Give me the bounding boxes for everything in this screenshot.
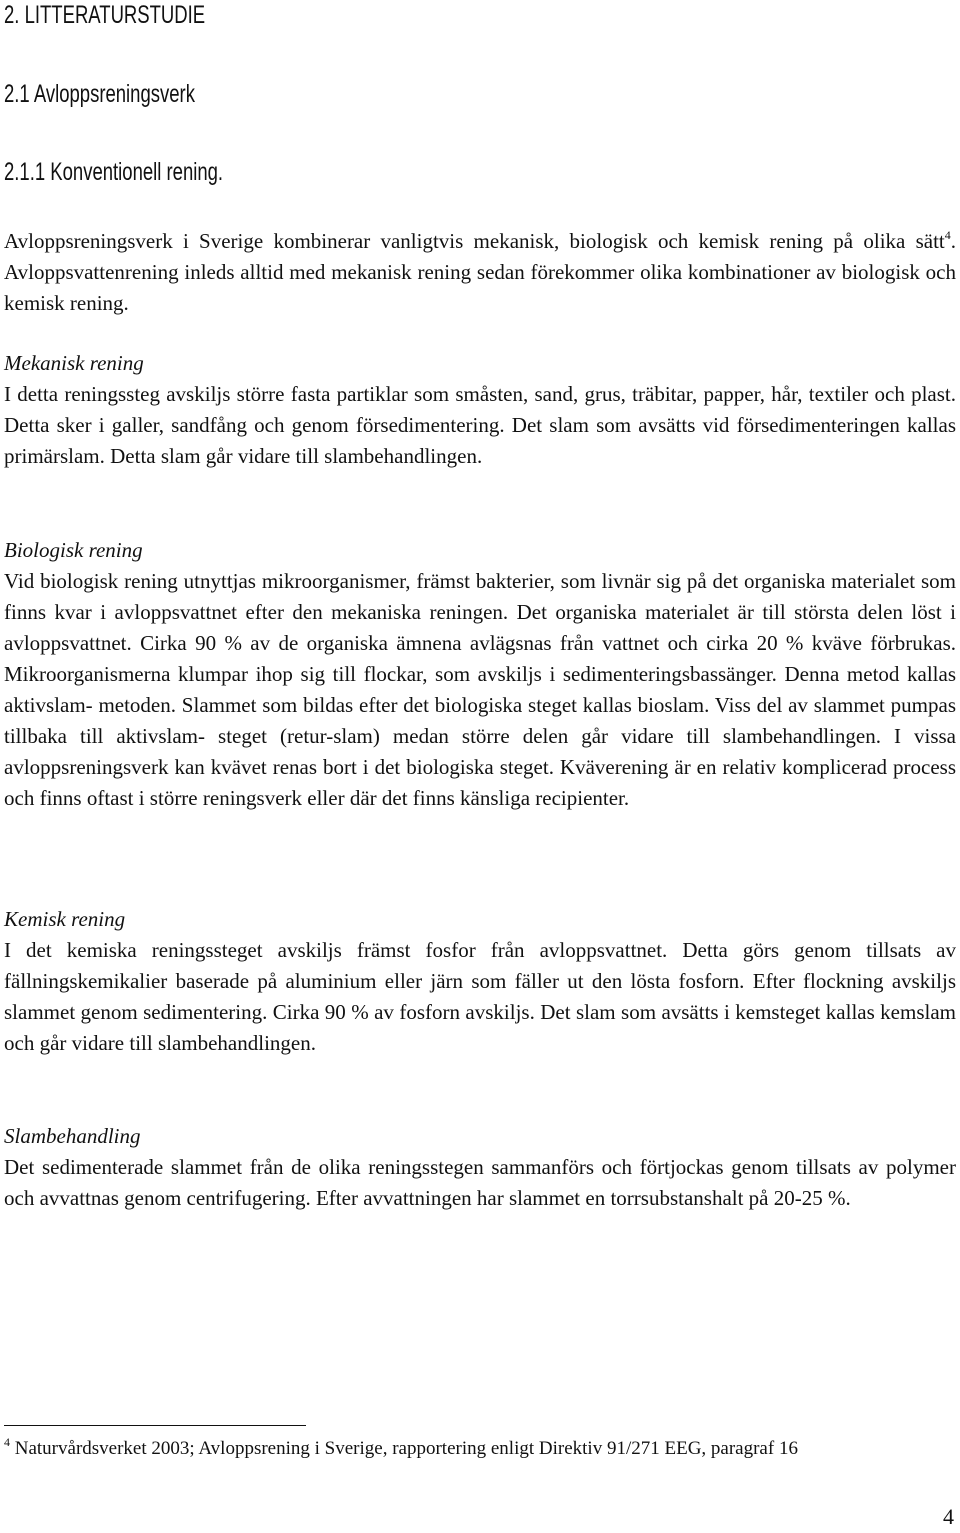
footnote-reference: 4 bbox=[944, 228, 951, 242]
mekanisk-rening-title: Mekanisk rening bbox=[4, 351, 144, 375]
biologisk-rening-paragraph: Vid biologisk rening utnyttjas mikroorganismer, främst bakterier, som livnär sig på det organiska materialet som finns kvar i avloppsvattnet efter den mekaniska reningen. Det organiska materialet är till största delen löst i avloppsvattnet. Cirka 90 % av de organiska ämnena avlägsnas från vattnet och cirka 20 % kväve förbrukas. Mikroorganismerna klumpar ihop sig till flockar, som avskiljs i sedimenteringsbassänger. Denna metod kallas aktivslam- metoden. Slammet som bildas efter det biologiska steget kallas bioslam. Viss del av slammet pumpas tillbaka till aktivslam- steget (retur-slam) medan större delen går vidare till slambehandlingen. I vissa avloppsreningsverk kan kvävet renas bort i det biologiska steget. Kväverening är en relativ komplicerad process och finns oftast i större reningsverk eller där det finns känsliga recipienter. bbox=[4, 569, 956, 810]
footnote-divider bbox=[4, 1425, 306, 1426]
subsection-heading: 2.1.1 Konventionell rening. bbox=[4, 158, 224, 186]
intro-text-after-ref: . Avloppsvattenrening inleds alltid med mekanisk rening sedan förekommer olika kombinationer av biologisk och kemisk rening. bbox=[4, 229, 956, 315]
chapter-heading: 2. LITTERATURSTUDIE bbox=[4, 1, 206, 29]
page-number: 4 bbox=[943, 1504, 954, 1529]
intro-text-before-ref: Avloppsreningsverk i Sverige kombinerar vanligtvis mekanisk, biologisk och kemisk rening på olika sätt bbox=[4, 229, 945, 253]
intro-paragraph bbox=[4, 226, 956, 319]
kemisk-rening-paragraph: I det kemiska reningssteget avskiljs främst fosfor från avloppsvattnet. Detta görs genom tillsats av fällningskemikalier baserade på aluminium eller järn som fäller ut den lösta fosforn. Efter flockning avskiljs slammet genom sedimentering. Cirka 90 % av fosforn avskiljs. Det slam som avsätts i kemsteget kallas kemslam och går vidare till slambehandlingen. bbox=[4, 938, 956, 1055]
slambehandling-paragraph: Det sedimenterade slammet från de olika reningsstegen sammanförs och förtjockas genom tillsats av polymer och avvattnas genom centrifugering. Efter avvattningen har slammet en torrsubstanshalt på 20-25 %. bbox=[4, 1155, 956, 1210]
section-heading: 2.1 Avloppsreningsverk bbox=[4, 80, 195, 108]
mekanisk-rening-paragraph: I detta reningssteg avskiljs större fasta partiklar som småsten, sand, grus, träbitar, papper, hår, textiler och plast. Detta sker i galler, sandfång och genom försedimentering. Det slam som avsätts vid försedimenteringen kallas primärslam. Detta slam går vidare till slambehandlingen. bbox=[4, 382, 956, 468]
slambehandling-title: Slambehandling bbox=[4, 1124, 141, 1148]
footnote bbox=[4, 1436, 798, 1462]
biologisk-rening-title: Biologisk rening bbox=[4, 538, 143, 562]
footnote-number: 4 bbox=[4, 1435, 10, 1449]
kemisk-rening-title: Kemisk rening bbox=[4, 907, 126, 931]
footnote-text: Naturvårdsverket 2003; Avloppsrening i Sverige, rapportering enligt Direktiv 91/271 EEG, paragraf 16 bbox=[14, 1438, 798, 1459]
